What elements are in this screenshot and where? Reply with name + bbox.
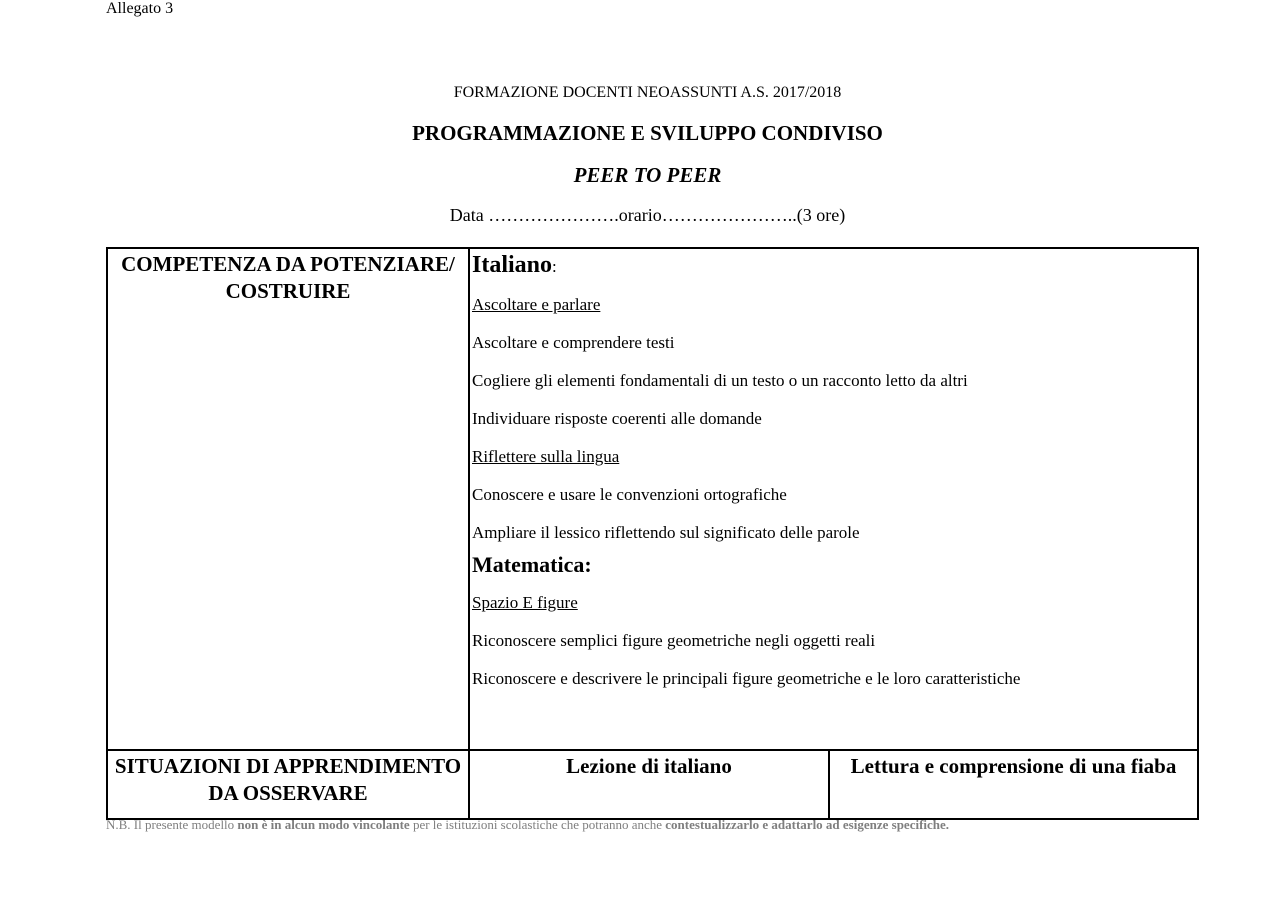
attachment-label: Allegato 3 bbox=[106, 0, 174, 17]
planning-table bbox=[106, 247, 1199, 820]
reading-cell bbox=[829, 750, 1198, 819]
list-item: Ampliare il lessico riflettendo sul significato delle parole bbox=[472, 523, 860, 542]
list-item: Conoscere e usare le convenzioni ortografiche bbox=[472, 485, 787, 504]
document-title: PROGRAMMAZIONE E SVILUPPO CONDIVISO bbox=[412, 121, 883, 145]
footnote: N.B. Il presente modello non è in alcun modo vincolante per le istituzioni scolastiche che potranno anche contestualizzarlo e adattarlo ad esigenze specifiche. bbox=[106, 817, 950, 832]
competence-label-cell bbox=[107, 248, 469, 750]
section-heading: Riflettere sulla lingua bbox=[472, 447, 620, 466]
lesson-label: Lezione di italiano bbox=[566, 754, 732, 778]
situations-label-cell bbox=[107, 750, 469, 819]
section-heading: Spazio E figure bbox=[472, 593, 578, 612]
document-subtitle: PEER TO PEER bbox=[573, 163, 722, 187]
lesson-cell bbox=[469, 750, 829, 819]
situations-label: SITUAZIONI DI APPRENDIMENTO DA OSSERVARE bbox=[114, 754, 462, 805]
training-header: FORMAZIONE DOCENTI NEOASSUNTI A.S. 2017/2018 bbox=[453, 84, 842, 101]
table-row bbox=[107, 248, 1198, 750]
subject-italian-title: Italiano: bbox=[472, 252, 557, 278]
list-item: Riconoscere semplici figure geometriche negli oggetti reali bbox=[472, 631, 876, 650]
table-row bbox=[107, 750, 1198, 819]
date-time-line: Data ………………….orario…………………..(3 ore) bbox=[449, 205, 846, 225]
subject-math-title: Matematica: bbox=[472, 552, 592, 577]
list-item: Cogliere gli elementi fondamentali di un testo o un racconto letto da altri bbox=[472, 371, 968, 390]
section-heading: Ascoltare e parlare bbox=[472, 295, 601, 314]
competence-content-cell bbox=[469, 248, 1198, 750]
reading-label: Lettura e comprensione di una fiaba bbox=[850, 754, 1177, 778]
list-item: Individuare risposte coerenti alle domande bbox=[472, 409, 762, 428]
list-item: Ascoltare e comprendere testi bbox=[472, 333, 675, 352]
list-item: Riconoscere e descrivere le principali figure geometriche e le loro caratteristiche bbox=[472, 669, 1021, 688]
competence-label: COMPETENZA DA POTENZIARE/ COSTRUIRE bbox=[121, 252, 455, 303]
